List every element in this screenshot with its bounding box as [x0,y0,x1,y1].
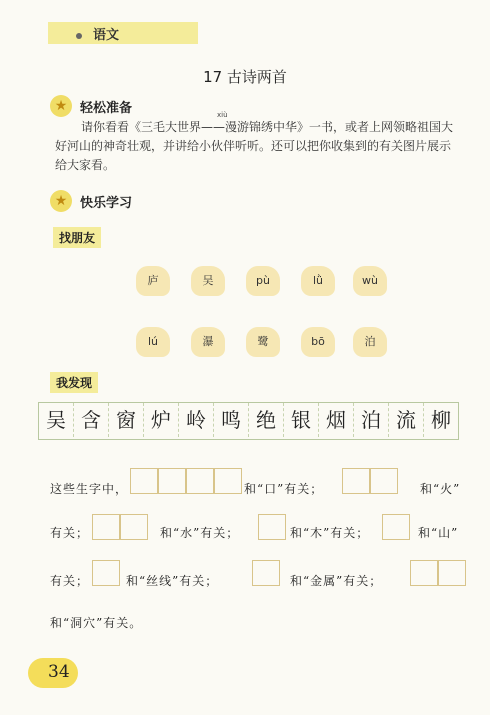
find-friends-label: 找朋友 [53,227,101,248]
section-title-learn: 快乐学习 [80,196,133,211]
fill-text: 和“木”有关； [290,526,370,540]
character-box: 绝 [249,403,284,437]
answer-blank[interactable] [342,468,398,494]
lesson-title: 17 古诗两首 [203,68,287,86]
intro-paragraph [55,118,475,175]
character-box: 炉 [144,403,179,437]
character-box: 窗 [109,403,144,437]
intro-line-1: 请你看看《三毛大世界——漫游锦绣中华》一书，或者上网领略祖国大 [81,120,454,134]
answer-blank[interactable] [92,560,120,586]
word-tile[interactable]: bō [301,327,335,357]
answer-blank[interactable] [252,560,280,586]
star-icon: ★ [50,190,72,212]
answer-blank[interactable] [410,560,466,586]
word-tile[interactable]: lú [136,327,170,357]
character-box: 鸣 [214,403,249,437]
bullet-icon [76,33,82,39]
character-box: 含 [74,403,109,437]
word-tile[interactable]: lǜ [301,266,335,296]
word-tile[interactable]: 鹭 [246,327,280,357]
fill-text: 和“口”有关； [244,482,324,496]
discover-label: 我发现 [50,372,98,393]
character-box: 流 [389,403,424,437]
fill-text: 和“山” [418,526,459,540]
word-tile[interactable]: 瀑 [191,327,225,357]
word-tile[interactable]: 庐 [136,266,170,296]
word-tile[interactable]: pù [246,266,280,296]
subject-label: 语文 [93,28,120,43]
character-box: 柳 [431,408,451,432]
star-icon: ★ [50,95,72,117]
character-box: 银 [284,403,319,437]
answer-blank[interactable] [92,514,148,540]
answer-blank[interactable] [382,514,410,540]
fill-text: 和“金属”有关； [290,574,383,588]
intro-line-3: 给大家看。 [55,158,116,172]
character-box: 烟 [319,403,354,437]
word-tile[interactable]: wù [353,266,387,296]
character-box: 泊 [354,403,389,437]
header-band [48,22,198,44]
fill-text: 有关； [50,526,90,540]
fill-text: 和“丝线”有关； [126,574,219,588]
character-box: 岭 [179,403,214,437]
word-tile[interactable]: 泊 [353,327,387,357]
answer-blank[interactable] [258,514,286,540]
fill-text: 这些生字中， [50,482,129,496]
page-number: 34 [48,662,70,682]
pinyin-annotation: xiù [217,111,228,119]
character-strip [38,402,459,440]
fill-text: 和“水”有关； [160,526,240,540]
fill-text: 和“洞穴”有关。 [50,616,143,630]
character-box: 吴 [39,403,74,437]
word-tile[interactable]: 吴 [191,266,225,296]
intro-line-2: 好河山的神奇壮观，并讲给小伙伴听听。还可以把你收集到的有关图片展示 [55,139,452,153]
section-title-prepare: 轻松准备 [80,101,133,116]
answer-blank[interactable] [130,468,242,494]
fill-text: 和“火” [420,482,461,496]
fill-text: 有关； [50,574,90,588]
